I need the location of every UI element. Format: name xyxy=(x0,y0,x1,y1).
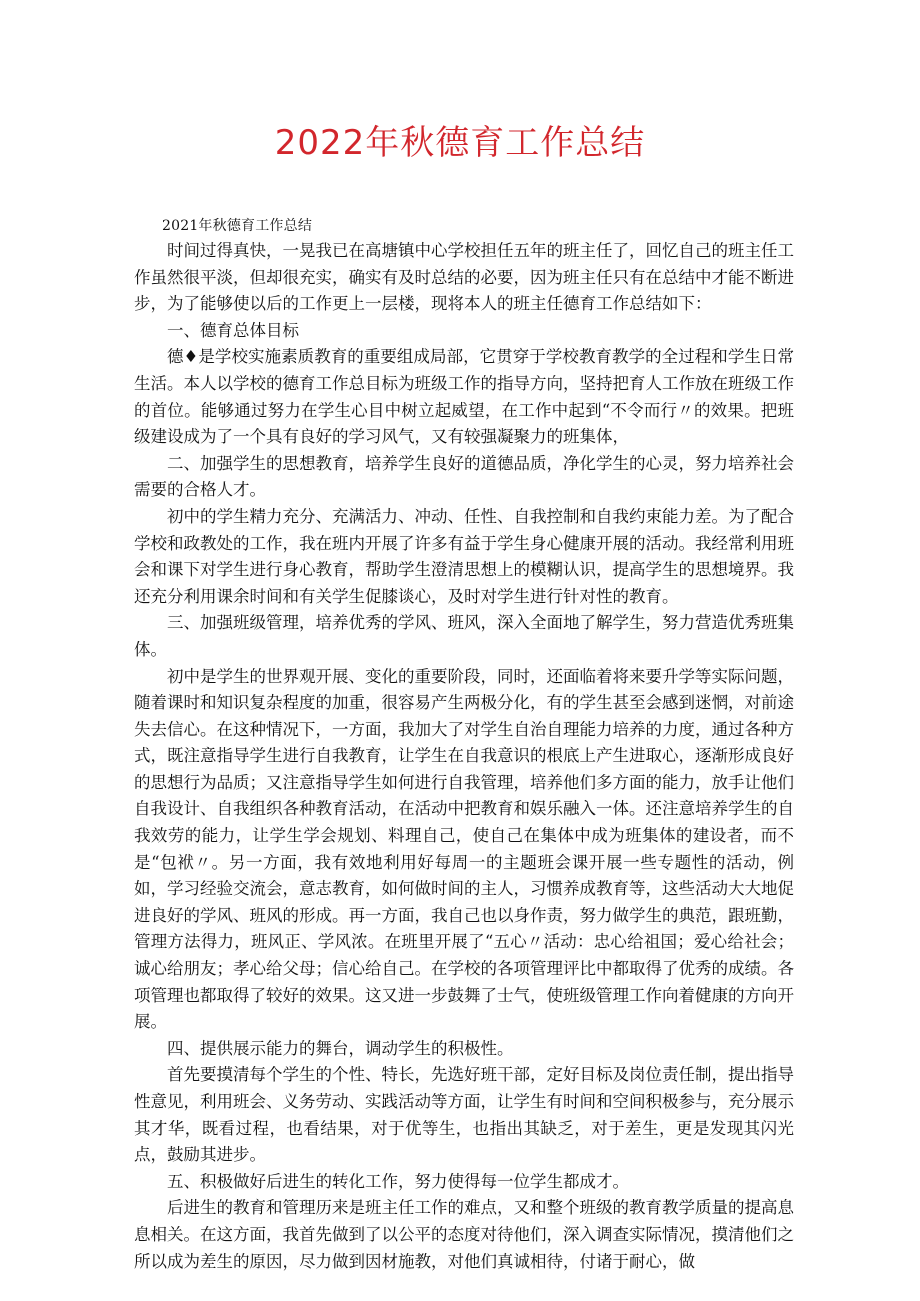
subtitle-paragraph: 2021年秋德育工作总结 xyxy=(162,218,313,234)
section-body-4: 首先要摸清每个学生的个性、特长，先选好班干部，定好目标及岗位责任制，提出指导性意见，利用班会、义务劳动、实践活动等方面，让学生有时间和空间积极参与，充分展示其才华，既看过程，也看结果，对于优等生，也指出其缺乏，对于差生，更是发现其闪光点，鼓励其进步。 xyxy=(134,1065,794,1165)
section-heading-4: 四、提供展示能力的舞台，调动学生的积极性。 xyxy=(167,1038,514,1058)
section-heading-1: 一、德育总体目标 xyxy=(167,320,299,340)
section-body-3: 初中是学生的世界观开展、变化的重要阶段，同时，还面临着将来要升学等实际问题，随着课时和知识复杂程度的加重，很容易产生两极分化，有的学生甚至会感到迷惘，对前途失去信心。在这种情况下，一方面，我加大了对学生自治自理能力培养的力度，通过各种方式，既注意指导学生进行自我教育，让学生在自我意识的根底上产生进取心，逐渐形成良好的思想行为品质；又注意指导学生如何进行自我管理，培养他们多方面的能力，放手让他们自我设计、自我组织各种教育活动，在活动中把教育和娱乐融入一体。还注意培养学生的自我效劳的能力，让学生学会规划、料理自己，使自己在集体中成为班集体的建设者，而不是“包袱〃。另一方面，我有效地利用好每周一的主题班会课开展一些专题性的活动，例如，学习经验交流会，意志教育，如何做时间的主人，习惯养成教育等，这些活动大大地促进良好的学风、班风的形成。再一方面，我自己也以身作责，努力做学生的典范，跟班勤，管理方法得力，班风正、学风浓。在班里开展了“五心〃活动：忠心给祖国；爱心给社会；诚心给朋友；孝心给父母；信心给自己。在学校的各项管理评比中都取得了优秀的成绩。各项管理也都取得了较好的效果。这又进一步鼓舞了士气，使班级管理工作向着健康的方向开展。 xyxy=(134,666,794,1032)
section-heading-2: 二、加强学生的思想教育，培养学生良好的道德品质，净化学生的心灵，努力培养社会需要的合格人才。 xyxy=(134,453,794,500)
section-body-1: 德♦是学校实施素质教育的重要组成局部，它贯穿于学校教育教学的全过程和学生日常生活。本人以学校的德育工作总目标为班级工作的指导方向，坚持把育人工作放在班级工作的首位。能够通过努力在学生心目中树立起威望，在工作中起到“不令而行〃的效果。把班级建设成为了一个具有良好的学习风气，又有较强凝聚力的班集体， xyxy=(134,347,794,447)
document-title: 2022年秋德育工作总结 xyxy=(274,123,646,163)
section-body-2: 初中的学生精力充分、充满活力、冲动、任性、自我控制和自我约束能力差。为了配合学校和政教处的工作，我在班内开展了许多有益于学生身心健康开展的活动。我经常利用班会和课下对学生进行身心教育，帮助学生澄清思想上的模糊认识，提高学生的思想境界。我还充分利用课余时间和有关学生促膝谈心，及时对学生进行针对性的教育。 xyxy=(134,506,794,606)
section-heading-3: 三、加强班级管理，培养优秀的学风、班风，深入全面地了解学生，努力营造优秀班集体。 xyxy=(134,613,794,659)
intro-paragraph: 时间过得真快，一晃我已在高塘镇中心学校担任五年的班主任了，回忆自己的班主任工作虽然很平淡，但却很充实，确实有及时总结的必要，因为班主任只有在总结中才能不断进步，为了能够使以后的工作更上一层楼，现将本人的班主任德育工作总结如下： xyxy=(134,241,794,314)
section-heading-5: 五、积极做好后进生的转化工作，努力使得每一位学生都成才。 xyxy=(167,1171,629,1191)
section-body-5: 后进生的教育和管理历来是班主任工作的难点，又和整个班级的教育教学质量的提高息息相关。在这方面，我首先做到了以公平的态度对待他们，深入调查实际情况，摸清他们之所以成为差生的原因，尽力做到因材施教，对他们真诚相待，付诸于耐心，做 xyxy=(134,1198,794,1271)
document-body xyxy=(134,214,794,1275)
